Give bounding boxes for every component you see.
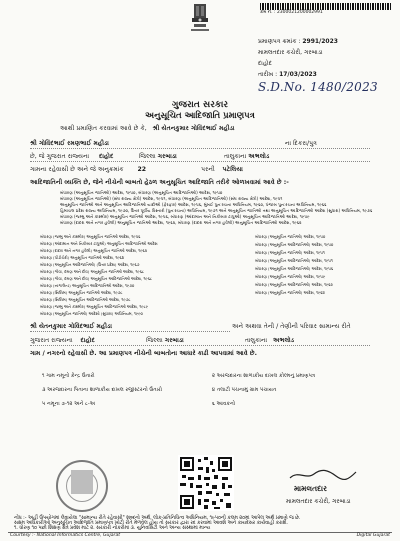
residence-line-2 [30, 336, 294, 345]
order-entry-right: બંધારણ (અનુસૂચિત જાતિઓ) આદેશ, ૧૯૫૯ [255, 274, 326, 279]
attachment-item: ૨ અરજદારના શાળાકીય દાખલ કોલ્મનું પ્રમાણપત્ર [212, 373, 316, 379]
certificate-number-label: પ્રમાણપત્ર ક્રમાંક : [258, 38, 301, 45]
certificate-title: અનુસૂચિત આદિજાતિ પ્રમાણપત્ર [145, 111, 255, 121]
order-entry-left: બંધારણ (પોંડીચેરી) અનુસૂચિત જાતિઓ આદેશ, ૧૯૬૪ [40, 255, 125, 260]
order-entry-left: બંધારણ (જમ્મુ અને કાશ્મીર) અનુસૂચિત જાતિઓ આદેશ, ૧૯૫૬ [40, 234, 141, 239]
village-value: અભલોડ [248, 153, 270, 160]
order-entry-left: બંધારણ (ગોવા, દમણ અને દીવ) અનુસૂચિત આદિજાતિઓ આદેશ, ૧૯૬૮ [40, 276, 153, 281]
fill-line [30, 161, 370, 162]
attachment-item: ૬ આવકનો [212, 401, 236, 407]
residence-tail: ગામ / નગરનો રહેવાસી છે. આ પ્રમાણપત્ર નીચેની બાબતોના આધારે કાઢી આપવામાં આવે છે. [30, 350, 257, 357]
barcode-number: ક્રમ નં. : 2300021200002991 [260, 10, 323, 15]
relation-text: ના દિકરા/પુત્ર [285, 140, 317, 147]
government-title: ગુજરાત સરકાર [171, 100, 229, 110]
note-line: ૧. ધોરણ ૧૦ પછી શિક્ષણ ક્ષેત્રે પ્રવેશ માટે ૨. સરકારી નોકરીમાં ૩. યુનિવર્સિટી અને અન્ય સંસ્થામાં માન્ય [14, 526, 211, 531]
residence-name: શ્રી યેતનકુમાર ગોવિંદભાઈ મહીડા [30, 323, 112, 330]
order-entry-left: બંધારણ (સિક્કિમ) અનુસૂચિત આદિજાતિઓ આદેશ, ૧૯૭૮ [40, 297, 131, 302]
state-emblem-icon [185, 2, 215, 36]
legal-line: અનુસૂચિત જાતિઓ અને અનુસૂચિત આદિજાતિઓ યાદીઓ (ફેરફાર) આદેશ, ૧૯૫૬, મુંબઈ પુનઃરચના અધિનિયમ, ૧૯૬૦, પંજાબ પુનઃરચના અધિનિયમ, ૧૯૬૬ [60, 202, 327, 207]
issue-date [258, 71, 317, 79]
legal-line: હિમાચલ પ્રદેશ રાજ્ય અધિનિયમ, ૧૯૭૦, ઉત્તર પૂર્વીય વિસ્તારો (પુનઃરચના) અધિનિયમ, ૧૯૭૧ અને અનુસૂચિત જાતિઓ તથા અનુસૂચિત આદિજાતિઓ આદેશ (સુધારા) અધિનિયમ, ૧૯૭૬ [60, 208, 373, 213]
serial-mid: પરની [201, 166, 215, 173]
residence-suffix: અને અથવા તેની / તેણીની પરિવાર સામાન્ય રીતે [232, 323, 351, 330]
certificate-barcode [260, 3, 392, 17]
order-entry-left: બંધારણ (આંદામાન અને નિકોબાર ટાપુઓ) અનુસૂચિત આદિજાતિઓ આદેશ [40, 241, 158, 246]
attachment-item: ૧ ગામ નમૂનો કેન્દ્ર ઉતારો [42, 373, 95, 379]
residence-taluka: ગરબાડા [164, 337, 184, 344]
order-entry-left: બંધારણ (ગોવા, દમણ અને દીવ) અનુસૂચિત જાતિઓ આદેશ, ૧૯૬૮ [40, 269, 145, 274]
serial-number: 22 [137, 166, 147, 173]
order-entry-right: બંધારણ (અનુસૂચિત જાતિઓ) આદેશ, ૧૯૫૧ [255, 250, 325, 255]
order-entry-left: બંધારણ (અનુસૂચિત જાતિઓ) આદેશો (સુધારા) અધિનિયમ, ૧૯૯૦ [40, 311, 143, 316]
residence-taluka-label: તાલુકાના [244, 337, 268, 344]
order-entry-right: બંધારણ (અનુસૂચિત આદિજાતિઓ) આદેશ, ૧૯૫૦ [255, 242, 334, 247]
issuing-district: દાહોદ [258, 60, 272, 67]
district-value: દાહોદ [99, 153, 114, 160]
serial-prefix: ગામના રહેવાસી છે અને જે અનુક્રમાંક [30, 166, 124, 173]
legal-line: બંધારણ (અનુસૂચિત જાતિઓ) (સંઘ રાજ્ય ક્ષેત્રો) આદેશ, ૧૯૫૧, બંધારણ (અનુસૂચિત આદિજાતિઓ) (સંઘ રાજ્ય ક્ષેત્રો) આદેશ, ૧૯૫૧ [60, 196, 283, 201]
father-name: શ્રી ગોવિંદભાઈ રમણભાઈ મહીડા [30, 140, 109, 147]
order-entry-left: બંધારણ (અનુસૂચિત આદિજાતિઓ) (ઉત્તર પ્રદેશ) આદેશ, ૧૯૬૭ [40, 262, 140, 267]
residence-jilla-label: જિલ્લા [146, 337, 163, 344]
barcode-bars [260, 3, 392, 10]
issue-date-value: 17/03/2023 [279, 71, 317, 78]
applicant-photo [71, 470, 93, 494]
order-entry-right: બંધારણ (અનુસૂચિત આદિજાતિઓ) આદેશ, ૧૯૫૧ [255, 258, 333, 263]
body-line-1 [60, 124, 235, 133]
residence-line-1 [30, 322, 112, 331]
residence-village: અભલોડ [273, 337, 295, 344]
order-entry-right: બંધારણ (અનુસૂચિત આદિજાતિઓ) આદેશ, ૧૯૬૨ [255, 282, 333, 287]
signatory-office: મામલતદાર કચેરી, ગરબાડા [286, 498, 351, 505]
order-entry-right: બંધારણ (અનુસૂચિત આદિજાતિઓ) આદેશ, ૧૯૫૬ [255, 266, 334, 271]
attachment-item: ૪ તલાટી પંચનામું ગ્રામ પંચાયત [212, 387, 277, 393]
body-line-5: આદિજાતિની વ્યક્તિ છે, જેને નીચેની બાબતો હેઠળ અનુસૂચિત આદિજાતિ તરીકે ઓળખવામાં આવે છે :- [30, 179, 289, 186]
applicant-name: શ્રી યેતનકુમાર ગોવિંદભાઈ મહીડા [152, 125, 235, 132]
footer-brand: Digital Gujarat [356, 533, 390, 538]
residence-state: ગુજરાત રાજ્યના [30, 337, 73, 344]
order-entry-left: બંધારણ (જમ્મુ અને કાશ્મીર) અનુસૂચિત આદિજાતિઓ આદેશ, ૧૯૮૯ [40, 304, 149, 309]
taluka-label: તાલુકાના [224, 153, 247, 160]
order-entry-right: બંધારણ (અનુસૂચિત જાતિઓ) આદેશ, ૧૯૫૦ [255, 234, 326, 239]
fill-line [30, 345, 370, 346]
attachment-item: ૫ નમૂના ૭-૧૨ અને ૮-અ [42, 401, 96, 407]
certificate-number [258, 38, 338, 46]
body-line-3 [30, 152, 269, 161]
legal-line: બંધારણ (અનુસૂચિત જાતિઓ) આદેશ, ૧૯૫૦, બંધારણ (અનુસૂચિત આદિજાતિઓ) આદેશ, ૧૯૫૦ [60, 190, 223, 195]
qr-code-icon [178, 455, 234, 511]
handwritten-serial: S.D.No. 1480/2023 [258, 80, 378, 94]
certificate-number-value: 2991/2023 [302, 38, 338, 45]
issue-date-label: તારીખ : [258, 71, 278, 78]
order-entry-left: બંધારણ (સિક્કિમ) અનુસૂચિત જાતિઓ આદેશ, ૧૯૭૮ [40, 290, 123, 295]
jilla-label: જિલ્લા [139, 153, 156, 160]
issuing-office: મામલતદાર કચેરી, ગરબાડા [258, 49, 323, 56]
signature-scribble-icon [288, 468, 358, 482]
body-line-2 [30, 139, 109, 148]
fill-line [30, 331, 230, 332]
residence-district: દાહોદ [80, 337, 95, 344]
state-text: છે, જે ગુજરાત રાજ્યના [30, 153, 90, 160]
signatory-title: મામલતદાર [294, 484, 327, 493]
legal-line: બંધારણ (દાદરા અને નગર હવેલી) અનુસૂચિત જાતિઓ આદેશ, ૧૯૬૨, બંધારણ (દાદરા અને નગર હવેલી) અનુસૂચિત આદિજાતિઓ આદેશ, ૧૯૬૨ [60, 220, 302, 225]
order-entry-left: બંધારણ (દાદરા અને નગર હવેલી) અનુસૂચિત જાતિઓ આદેશ, ૧૯૬૨ [40, 248, 147, 253]
legal-line: બંધારણ (જમ્મુ અને કાશ્મીર) અનુસૂચિત જાતિઓ આદેશ, ૧૯૫૬, બંધારણ (આંદામાન અને નિકોબાર ટાપુઓ) અનુસૂચિત આદિજાતિઓ આદેશ, ૧૯૫૯ [60, 214, 310, 219]
order-entry-right: બંધારણ (અનુસૂચિત જાતિઓ) આદેશ, ૧૯૬૪ [255, 290, 325, 295]
body-line-1-prefix: આથી પ્રમાણિત કરવામાં આવે છે કે, [60, 125, 147, 132]
footer-courtesy: Courtesy :- National Informatics Centre, Gujarat [10, 533, 121, 538]
body-line-4 [30, 165, 243, 174]
attachment-item: ૩ અરજદારના પિતાના શાળાકીય દાખલ રજીસ્ટરનો ઉતારો [42, 387, 162, 393]
taluka-value: ગરબાડા [157, 153, 177, 160]
fill-line [30, 148, 370, 149]
order-entry-left: બંધારણ (નાગાલેન્ડ) અનુસૂચિત આદિજાતિઓ આદેશ, ૧૯૭૦ [40, 283, 135, 288]
note-line: સક્ષમ અધિકારીઓ અનુસૂચિત આદિજાતિ પ્રમાણપત્ર ખોટી રીતે મેળવેલ હોય તો સરકાર દ્વારા રદ કરવામાં આવશે અને કાયદેસર કાર્યવાહી કરાશે. [14, 521, 288, 526]
tribe-name: પટેલિયા [222, 166, 243, 173]
note-line: નોંધ :- અહીં ઉપયોગમાં લેવાયેલા "સામાન્ય રીતે રહેવાસી" શબ્દનો અર્થ, લોક-પ્રતિનિધિત્વ અધિનિયમ, ૧૯૫૦ની કલમ ૨૦માં આપેલ અર્થ પ્રમાણે જ છે. [14, 516, 301, 521]
